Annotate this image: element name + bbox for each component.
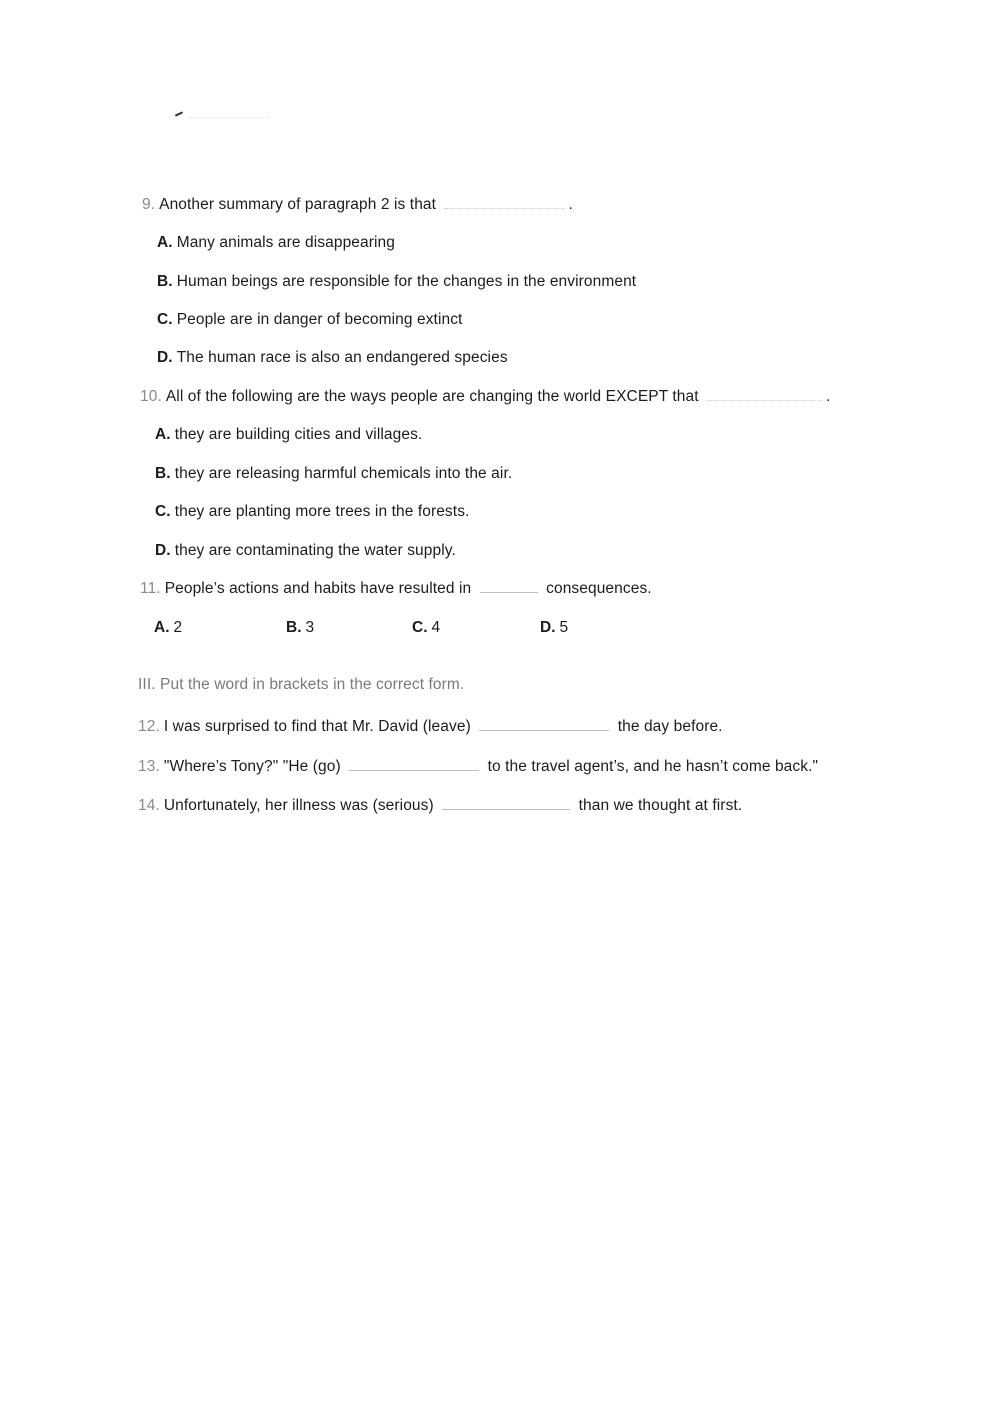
- question-stem-end: consequences.: [546, 580, 652, 597]
- option-9d[interactable]: [157, 349, 508, 367]
- option-letter: A.: [157, 234, 173, 251]
- question-number: 14.: [138, 797, 160, 814]
- answer-blank[interactable]: [442, 808, 570, 810]
- option-10c[interactable]: [155, 503, 469, 521]
- question-12: [138, 718, 723, 736]
- option-11c[interactable]: [412, 619, 440, 637]
- option-9b[interactable]: [157, 273, 636, 291]
- option-text: The human race is also an endangered species: [176, 349, 508, 366]
- question-stem: Unfortunately, her illness was (serious): [163, 797, 434, 814]
- question-number: 11.: [140, 580, 161, 597]
- option-letter: C.: [157, 311, 173, 328]
- question-stem-end: to the travel agent’s, and he hasn’t come back.": [487, 758, 819, 775]
- option-letter: C.: [412, 619, 428, 636]
- answer-blank[interactable]: [480, 591, 538, 593]
- option-text: 5: [559, 619, 569, 636]
- option-letter: D.: [155, 542, 171, 559]
- answer-blank[interactable]: [444, 207, 564, 209]
- stem-end: .: [826, 388, 831, 405]
- option-text: People are in danger of becoming extinct: [176, 311, 463, 328]
- scan-rule: [190, 117, 270, 118]
- option-letter: A.: [154, 619, 170, 636]
- option-text: Human beings are responsible for the changes in the environment: [176, 273, 637, 290]
- question-14: [138, 797, 742, 815]
- question-10: [140, 388, 831, 406]
- question-number: 9.: [142, 196, 156, 213]
- option-text: 3: [305, 619, 315, 636]
- option-text: Many animals are disappearing: [176, 234, 395, 251]
- option-text: 2: [173, 619, 183, 636]
- question-11: [140, 580, 652, 598]
- option-text: they are releasing harmful chemicals into the air.: [174, 465, 513, 482]
- question-9: [142, 196, 573, 214]
- answer-blank[interactable]: [349, 769, 479, 771]
- option-text: 4: [431, 619, 441, 636]
- question-stem: Another summary of paragraph 2 is that: [159, 196, 437, 213]
- question-stem: I was surprised to find that Mr. David (leave): [163, 718, 471, 735]
- section-heading: III. Put the word in brackets in the correct form.: [138, 676, 465, 693]
- option-10b[interactable]: [155, 465, 512, 483]
- option-letter: D.: [540, 619, 556, 636]
- question-stem-end: than we thought at first.: [578, 797, 743, 814]
- question-stem: "Where’s Tony?" "He (go): [163, 758, 341, 775]
- option-letter: D.: [157, 349, 173, 366]
- option-9c[interactable]: [157, 311, 462, 329]
- option-11b[interactable]: [286, 619, 314, 637]
- option-9a[interactable]: [157, 234, 395, 252]
- option-text: they are contaminating the water supply.: [174, 542, 456, 559]
- option-text: they are building cities and villages.: [174, 426, 423, 443]
- option-letter: C.: [155, 503, 171, 520]
- scan-mark: [175, 111, 183, 116]
- options-row-11: [0, 619, 1000, 639]
- option-10d[interactable]: [155, 542, 456, 560]
- question-stem-end: the day before.: [617, 718, 723, 735]
- answer-blank[interactable]: [479, 729, 609, 731]
- stem-end: .: [568, 196, 573, 213]
- question-number: 12.: [138, 718, 160, 735]
- question-number: 13.: [138, 758, 160, 775]
- option-letter: B.: [286, 619, 302, 636]
- question-number: 10.: [140, 388, 162, 405]
- option-letter: B.: [157, 273, 173, 290]
- option-letter: B.: [155, 465, 171, 482]
- question-13: [138, 758, 818, 776]
- option-letter: A.: [155, 426, 171, 443]
- question-stem: All of the following are the ways people are changing the world EXCEPT that: [165, 388, 699, 405]
- question-stem: People’s actions and habits have resulted in: [164, 580, 472, 597]
- option-11d[interactable]: [540, 619, 568, 637]
- option-11a[interactable]: [154, 619, 182, 637]
- answer-blank[interactable]: [707, 399, 822, 401]
- option-10a[interactable]: [155, 426, 422, 444]
- option-text: they are planting more trees in the forests.: [174, 503, 470, 520]
